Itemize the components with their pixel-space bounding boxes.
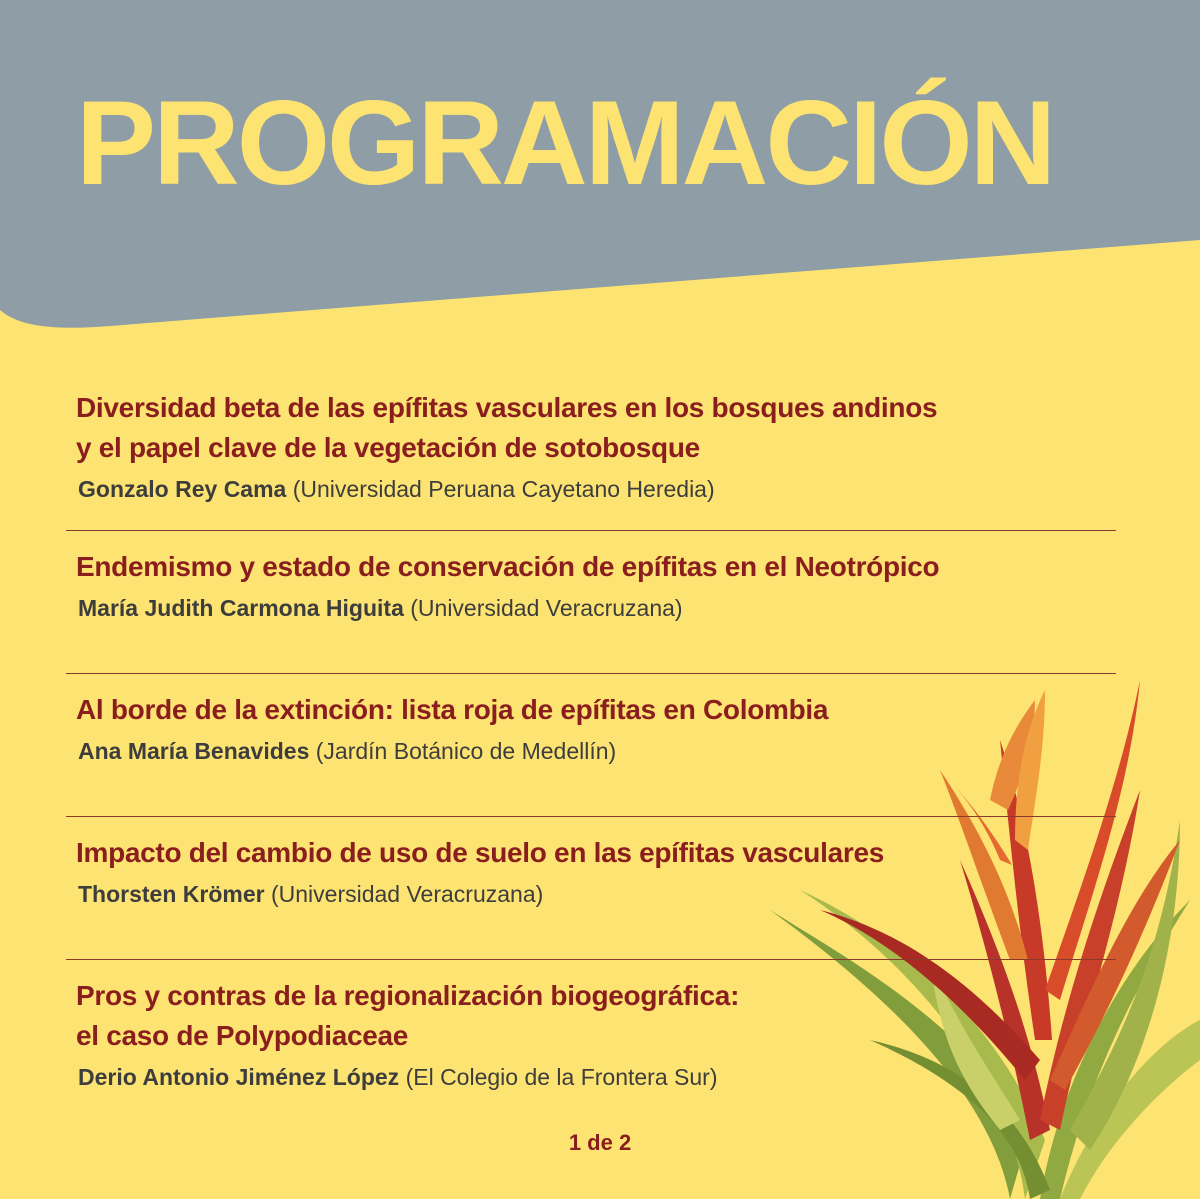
talk-title-line: Impacto del cambio de uso de suelo en las epífitas vasculares xyxy=(76,837,885,868)
speaker-affiliation: (Universidad Peruana Cayetano Heredia) xyxy=(292,476,715,502)
talk-title-line: el caso de Polypodiaceae xyxy=(76,1020,409,1051)
talk-item xyxy=(66,547,1116,673)
talk-title-line: y el papel clave de la vegetación de sotobosque xyxy=(76,432,700,463)
talk-title-line: Pros y contras de la regionalización biogeográfica: xyxy=(76,980,740,1011)
page-title: PROGRAMACIÓN xyxy=(76,76,1054,210)
speaker-affiliation: (El Colegio de la Frontera Sur) xyxy=(405,1064,718,1090)
speaker-name: Derio Antonio Jiménez López xyxy=(78,1064,400,1090)
speaker-affiliation: (Universidad Veracruzana) xyxy=(410,595,683,621)
speaker-affiliation: (Jardín Botánico de Medellín) xyxy=(315,738,617,764)
speaker-affiliation: (Universidad Veracruzana) xyxy=(264,881,544,907)
talk-speaker xyxy=(78,734,1116,768)
talk-item xyxy=(66,833,1116,959)
talk-item xyxy=(66,976,1116,1094)
talk-speaker xyxy=(78,591,1116,625)
talk-list xyxy=(66,388,1116,1094)
speaker-name: Thorsten Krömer xyxy=(78,881,265,907)
speaker-name: María Judith Carmona Higuita xyxy=(78,595,404,621)
page-indicator: 1 de 2 xyxy=(568,1130,632,1155)
talk-speaker xyxy=(78,1060,1116,1094)
talk-title-line: Al borde de la extinción: lista roja de epífitas en Colombia xyxy=(76,694,829,725)
speaker-name: Ana María Benavides xyxy=(78,738,310,764)
talk-title-line: Diversidad beta de las epífitas vasculares en los bosques andinos xyxy=(76,392,938,423)
talk-title-line: Endemismo y estado de conservación de epífitas en el Neotrópico xyxy=(76,551,940,582)
talk-speaker xyxy=(78,472,1116,506)
talk-speaker xyxy=(78,877,1116,911)
speaker-name: Gonzalo Rey Cama xyxy=(78,476,287,502)
talk-item xyxy=(66,388,1116,530)
talk-item xyxy=(66,690,1116,816)
